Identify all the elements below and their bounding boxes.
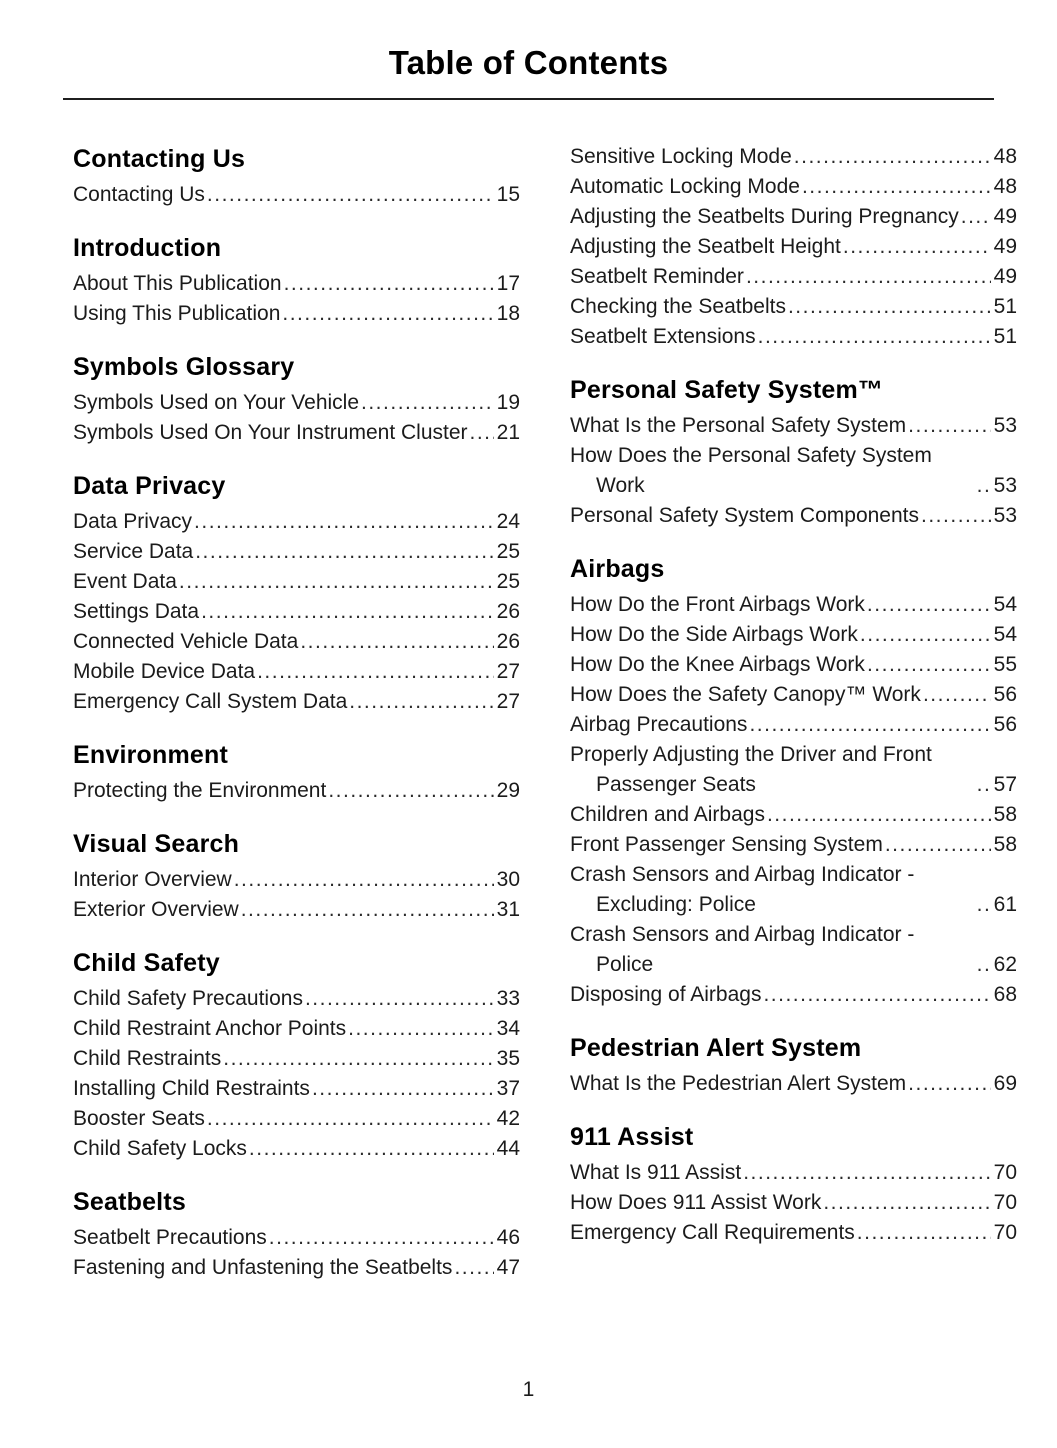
leader-dots bbox=[867, 650, 991, 680]
toc-entry-page: 70 bbox=[993, 1221, 1017, 1244]
toc-entry-label: Interior Overview bbox=[73, 868, 232, 891]
toc-entry bbox=[570, 800, 1017, 830]
leader-dots bbox=[749, 710, 990, 740]
toc-entry-label: Child Restraint Anchor Points bbox=[73, 1017, 347, 1040]
toc-entry bbox=[73, 687, 520, 717]
toc-entry-label: Children and Airbags bbox=[570, 803, 765, 826]
toc-entry-label: Seatbelt Extensions bbox=[570, 325, 756, 348]
leader-dots bbox=[269, 1223, 494, 1253]
toc-entry bbox=[570, 292, 1017, 322]
leader-dots bbox=[908, 411, 990, 441]
toc-section-heading: Symbols Glossary bbox=[73, 353, 295, 381]
toc-entry-page: 15 bbox=[496, 183, 520, 206]
leader-dots bbox=[860, 620, 991, 650]
toc-section bbox=[570, 373, 1017, 531]
toc-entry bbox=[570, 1218, 1017, 1248]
toc-section-heading: Airbags bbox=[570, 555, 665, 583]
leader-dots bbox=[234, 865, 494, 895]
toc-entry bbox=[73, 865, 520, 895]
toc-entry-label: How Does 911 Assist Work bbox=[570, 1191, 822, 1214]
toc-entry bbox=[73, 388, 520, 418]
toc-column-left bbox=[73, 142, 520, 1283]
toc-entry bbox=[570, 232, 1017, 262]
toc-entry-label: Properly Adjusting the Driver and Front Passenger Seats bbox=[570, 743, 932, 796]
toc-entry bbox=[570, 1158, 1017, 1188]
toc-entry-label: How Does the Personal Safety System Work bbox=[570, 444, 932, 497]
toc-entry bbox=[570, 202, 1017, 232]
toc-section bbox=[73, 827, 520, 925]
toc-entry-page: 47 bbox=[496, 1256, 520, 1279]
toc-entry-page: 58 bbox=[993, 833, 1017, 856]
toc-entry bbox=[570, 710, 1017, 740]
toc-section bbox=[73, 142, 520, 210]
toc-entry-label: Sensitive Locking Mode bbox=[570, 145, 792, 168]
toc-entry-page: 54 bbox=[993, 593, 1017, 616]
toc-entry-label: Symbols Used on Your Vehicle bbox=[73, 391, 360, 414]
toc-entry-page: 48 bbox=[993, 145, 1017, 168]
leader-dots bbox=[223, 1044, 493, 1074]
leader-dots bbox=[923, 680, 991, 710]
toc-entry-page: 18 bbox=[496, 302, 520, 325]
leader-dots bbox=[961, 202, 991, 232]
leader-dots bbox=[758, 322, 991, 352]
toc-entry bbox=[73, 627, 520, 657]
toc-entry-page: 49 bbox=[993, 205, 1017, 228]
toc-entry-label: Child Restraints bbox=[73, 1047, 222, 1070]
toc-entry bbox=[570, 650, 1017, 680]
leader-dots bbox=[249, 1134, 494, 1164]
toc-section bbox=[73, 231, 520, 329]
toc-entry-label: Crash Sensors and Airbag Indicator - Excluding: Police bbox=[570, 863, 915, 916]
leader-dots bbox=[241, 895, 494, 925]
leader-dots bbox=[312, 1074, 494, 1104]
toc-entry-label: Disposing of Airbags bbox=[570, 983, 762, 1006]
toc-entry bbox=[570, 830, 1017, 860]
toc-entry-page: 54 bbox=[993, 623, 1017, 646]
page-number: 1 bbox=[522, 1378, 535, 1401]
toc-entry-label: Adjusting the Seatbelts During Pregnancy bbox=[570, 205, 959, 228]
toc-entry bbox=[73, 180, 520, 210]
toc-entry bbox=[570, 590, 1017, 620]
toc-entry-page: 35 bbox=[496, 1047, 520, 1070]
toc-entry-page: 24 bbox=[496, 510, 520, 533]
leader-dots bbox=[977, 950, 991, 980]
toc-column-right bbox=[570, 142, 1017, 1283]
toc-entry-label: Seatbelt Precautions bbox=[73, 1226, 267, 1249]
leader-dots bbox=[908, 1069, 990, 1099]
leader-dots bbox=[867, 590, 991, 620]
toc-entry-page: 25 bbox=[496, 540, 520, 563]
toc-entry bbox=[570, 411, 1017, 441]
toc-section-heading: Introduction bbox=[73, 234, 222, 262]
leader-dots bbox=[788, 292, 991, 322]
leader-dots bbox=[977, 471, 991, 501]
toc-entry-page: 53 bbox=[993, 474, 1017, 497]
toc-entry-label: Service Data bbox=[73, 540, 194, 563]
toc-entry-page: 68 bbox=[993, 983, 1017, 1006]
toc-section bbox=[570, 552, 1017, 1010]
toc-section-heading: Contacting Us bbox=[73, 145, 246, 173]
toc-entry-label: Using This Publication bbox=[73, 302, 281, 325]
toc-entry bbox=[570, 980, 1017, 1010]
toc-entry-page: 49 bbox=[993, 235, 1017, 258]
toc-entry-page: 27 bbox=[496, 660, 520, 683]
toc-entry-label: Crash Sensors and Airbag Indicator - Police bbox=[570, 923, 915, 976]
toc-entry-page: 31 bbox=[496, 898, 520, 921]
leader-dots bbox=[857, 1218, 991, 1248]
toc-entry-label: Symbols Used On Your Instrument Cluster bbox=[73, 421, 468, 444]
leader-dots bbox=[201, 597, 494, 627]
toc-entry bbox=[73, 1014, 520, 1044]
toc-entry bbox=[570, 620, 1017, 650]
leader-dots bbox=[257, 657, 494, 687]
toc-entry-label: How Does the Safety Canopy™ Work bbox=[570, 683, 921, 706]
toc-section bbox=[73, 946, 520, 1164]
toc-entry bbox=[570, 920, 1017, 980]
leader-dots bbox=[328, 776, 493, 806]
toc-entry-label: Personal Safety System Components bbox=[570, 504, 920, 527]
toc-entry-page: 62 bbox=[993, 953, 1017, 976]
toc-entry-page: 48 bbox=[993, 175, 1017, 198]
toc-entry-page: 19 bbox=[496, 391, 520, 414]
toc-entry-label: Event Data bbox=[73, 570, 177, 593]
toc-entry-label: How Do the Front Airbags Work bbox=[570, 593, 865, 616]
toc-entry-label: About This Publication bbox=[73, 272, 282, 295]
leader-dots bbox=[300, 627, 493, 657]
leader-dots bbox=[977, 890, 991, 920]
toc-entry-page: 30 bbox=[496, 868, 520, 891]
toc-entry bbox=[73, 507, 520, 537]
toc-section-heading: Child Safety bbox=[73, 949, 220, 977]
page-title: Table of Contents bbox=[388, 44, 669, 81]
leader-dots bbox=[194, 507, 494, 537]
toc-entry-label: Airbag Precautions bbox=[570, 713, 748, 736]
toc-entry-page: 26 bbox=[496, 630, 520, 653]
toc-section-heading: Environment bbox=[73, 741, 228, 769]
toc-entry-page: 49 bbox=[993, 265, 1017, 288]
toc-entry-label: Child Safety Precautions bbox=[73, 987, 303, 1010]
toc-entry bbox=[73, 537, 520, 567]
toc-entry-page: 34 bbox=[496, 1017, 520, 1040]
toc-entry-page: 61 bbox=[993, 893, 1017, 916]
toc-entry-label: Settings Data bbox=[73, 600, 200, 623]
toc-entry-page: 58 bbox=[993, 803, 1017, 826]
leader-dots bbox=[349, 687, 493, 717]
leader-dots bbox=[843, 232, 991, 262]
toc-section bbox=[73, 1185, 520, 1283]
toc-entry bbox=[73, 895, 520, 925]
toc-section bbox=[570, 1120, 1017, 1248]
toc-section-heading: 911 Assist bbox=[570, 1123, 694, 1151]
toc-entry-label: What Is 911 Assist bbox=[570, 1161, 742, 1184]
toc-entry-label: What Is the Personal Safety System bbox=[570, 414, 907, 437]
toc-entry bbox=[73, 269, 520, 299]
toc-section-heading: Data Privacy bbox=[73, 472, 226, 500]
leader-dots bbox=[282, 299, 493, 329]
toc-entry bbox=[570, 1069, 1017, 1099]
toc-section-heading: Visual Search bbox=[73, 830, 240, 858]
page-footer bbox=[0, 1378, 1057, 1402]
toc-entry bbox=[73, 299, 520, 329]
toc-entry-label: How Do the Side Airbags Work bbox=[570, 623, 858, 646]
toc-entry-page: 21 bbox=[496, 421, 520, 444]
toc-entry-page: 33 bbox=[496, 987, 520, 1010]
leader-dots bbox=[767, 800, 991, 830]
toc-section bbox=[73, 469, 520, 717]
toc-entry-page: 70 bbox=[993, 1161, 1017, 1184]
leader-dots bbox=[802, 172, 991, 202]
toc-entry bbox=[73, 597, 520, 627]
leader-dots bbox=[823, 1188, 990, 1218]
leader-dots bbox=[794, 142, 991, 172]
toc-entry-page: 51 bbox=[993, 295, 1017, 318]
leader-dots bbox=[284, 269, 494, 299]
toc-entry-page: 46 bbox=[496, 1226, 520, 1249]
leader-dots bbox=[195, 537, 493, 567]
toc-entry-page: 70 bbox=[993, 1191, 1017, 1214]
toc-entry-page: 27 bbox=[496, 690, 520, 713]
leader-dots bbox=[743, 1158, 990, 1188]
toc-entry-label: Protecting the Environment bbox=[73, 779, 327, 802]
toc-entry-page: 69 bbox=[993, 1072, 1017, 1095]
toc-entry bbox=[73, 418, 520, 448]
toc-entry-page: 56 bbox=[993, 713, 1017, 736]
toc-entry-label: Automatic Locking Mode bbox=[570, 175, 800, 198]
toc-entry bbox=[73, 1223, 520, 1253]
toc-entry bbox=[73, 567, 520, 597]
leader-dots bbox=[470, 418, 494, 448]
toc-entry-label: Child Safety Locks bbox=[73, 1137, 247, 1160]
leader-dots bbox=[746, 262, 991, 292]
toc-entry bbox=[570, 172, 1017, 202]
toc-section bbox=[570, 1031, 1017, 1099]
toc-entry bbox=[570, 860, 1017, 920]
leader-dots bbox=[179, 567, 494, 597]
toc-entry-label: Mobile Device Data bbox=[73, 660, 256, 683]
toc-entry-label: Front Passenger Sensing System bbox=[570, 833, 883, 856]
toc-entry-label: Data Privacy bbox=[73, 510, 193, 533]
toc-entry bbox=[73, 1044, 520, 1074]
toc-entry-label: Emergency Call Requirements bbox=[570, 1221, 855, 1244]
toc-entry-page: 53 bbox=[993, 504, 1017, 527]
page-header bbox=[0, 0, 1057, 100]
toc-entry bbox=[73, 1134, 520, 1164]
toc-entry bbox=[73, 984, 520, 1014]
toc-entry-label: Adjusting the Seatbelt Height bbox=[570, 235, 841, 258]
toc-section-heading: Pedestrian Alert System bbox=[570, 1034, 862, 1062]
toc-entry bbox=[570, 262, 1017, 292]
leader-dots bbox=[348, 1014, 494, 1044]
toc-entry-page: 51 bbox=[993, 325, 1017, 348]
toc-entry-label: Connected Vehicle Data bbox=[73, 630, 299, 653]
leader-dots bbox=[921, 501, 991, 531]
leader-dots bbox=[305, 984, 494, 1014]
leader-dots bbox=[207, 180, 494, 210]
toc-entry-label: Fastening and Unfastening the Seatbelts bbox=[73, 1256, 453, 1279]
toc-entry-page: 53 bbox=[993, 414, 1017, 437]
toc-entry-label: Installing Child Restraints bbox=[73, 1077, 310, 1100]
toc-entry-label: Exterior Overview bbox=[73, 898, 239, 921]
toc-entry bbox=[570, 142, 1017, 172]
toc-entry-page: 44 bbox=[496, 1137, 520, 1160]
toc-entry-page: 42 bbox=[496, 1107, 520, 1130]
toc-entry bbox=[73, 657, 520, 687]
toc-section-heading: Personal Safety System™ bbox=[570, 376, 884, 404]
toc-section bbox=[570, 142, 1017, 352]
toc-entry bbox=[73, 1074, 520, 1104]
toc-section bbox=[73, 738, 520, 806]
leader-dots bbox=[454, 1253, 493, 1283]
toc-entry bbox=[73, 1253, 520, 1283]
toc-entry-page: 55 bbox=[993, 653, 1017, 676]
toc-entry-label: How Do the Knee Airbags Work bbox=[570, 653, 865, 676]
toc-entry-page: 17 bbox=[496, 272, 520, 295]
toc-entry bbox=[73, 1104, 520, 1134]
toc-entry-label: Seatbelt Reminder bbox=[570, 265, 744, 288]
toc-entry bbox=[570, 740, 1017, 800]
toc-entry-label: What Is the Pedestrian Alert System bbox=[570, 1072, 907, 1095]
toc-entry-page: 26 bbox=[496, 600, 520, 623]
toc-entry-label: Contacting Us bbox=[73, 183, 205, 206]
leader-dots bbox=[361, 388, 494, 418]
leader-dots bbox=[977, 770, 991, 800]
toc-body bbox=[0, 100, 1057, 1283]
toc-entry-page: 56 bbox=[993, 683, 1017, 706]
leader-dots bbox=[207, 1104, 494, 1134]
toc-entry bbox=[73, 776, 520, 806]
toc-entry-page: 57 bbox=[993, 773, 1017, 796]
toc-entry bbox=[570, 322, 1017, 352]
toc-entry-page: 25 bbox=[496, 570, 520, 593]
toc-entry-label: Booster Seats bbox=[73, 1107, 205, 1130]
toc-entry-label: Checking the Seatbelts bbox=[570, 295, 786, 318]
toc-section-heading: Seatbelts bbox=[73, 1188, 186, 1216]
toc-entry bbox=[570, 441, 1017, 501]
toc-entry bbox=[570, 1188, 1017, 1218]
leader-dots bbox=[885, 830, 991, 860]
toc-entry-page: 29 bbox=[496, 779, 520, 802]
toc-section bbox=[73, 350, 520, 448]
toc-entry bbox=[570, 680, 1017, 710]
toc-entry-page: 37 bbox=[496, 1077, 520, 1100]
leader-dots bbox=[763, 980, 990, 1010]
toc-entry bbox=[570, 501, 1017, 531]
toc-entry-label: Emergency Call System Data bbox=[73, 690, 348, 713]
